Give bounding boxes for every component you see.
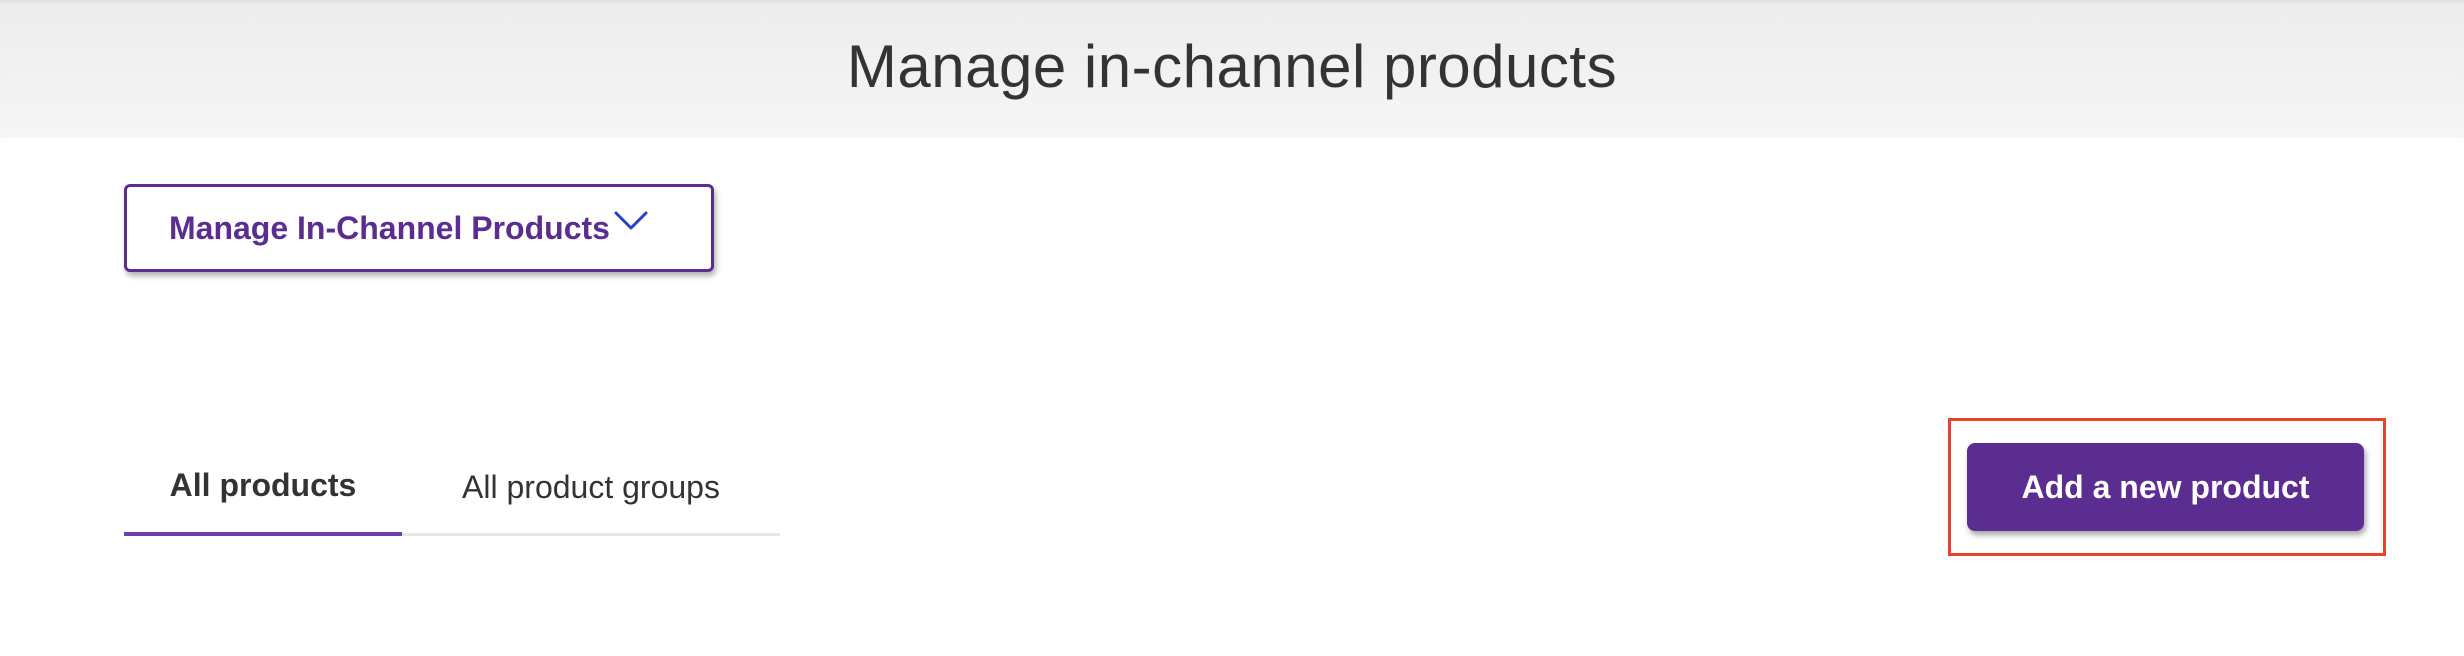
tab-all-products[interactable]: All products — [124, 430, 402, 536]
page-title: Manage in-channel products — [846, 32, 1618, 100]
page-header — [0, 0, 2464, 138]
tab-all-product-groups[interactable]: All product groups — [462, 468, 720, 505]
product-menu-dropdown[interactable] — [124, 184, 714, 272]
product-tabs — [124, 430, 780, 536]
add-new-product-button[interactable]: Add a new product — [1967, 443, 2364, 531]
product-menu-dropdown-label: Manage In-Channel Products — [169, 209, 610, 246]
chevron-down-icon — [614, 210, 648, 232]
